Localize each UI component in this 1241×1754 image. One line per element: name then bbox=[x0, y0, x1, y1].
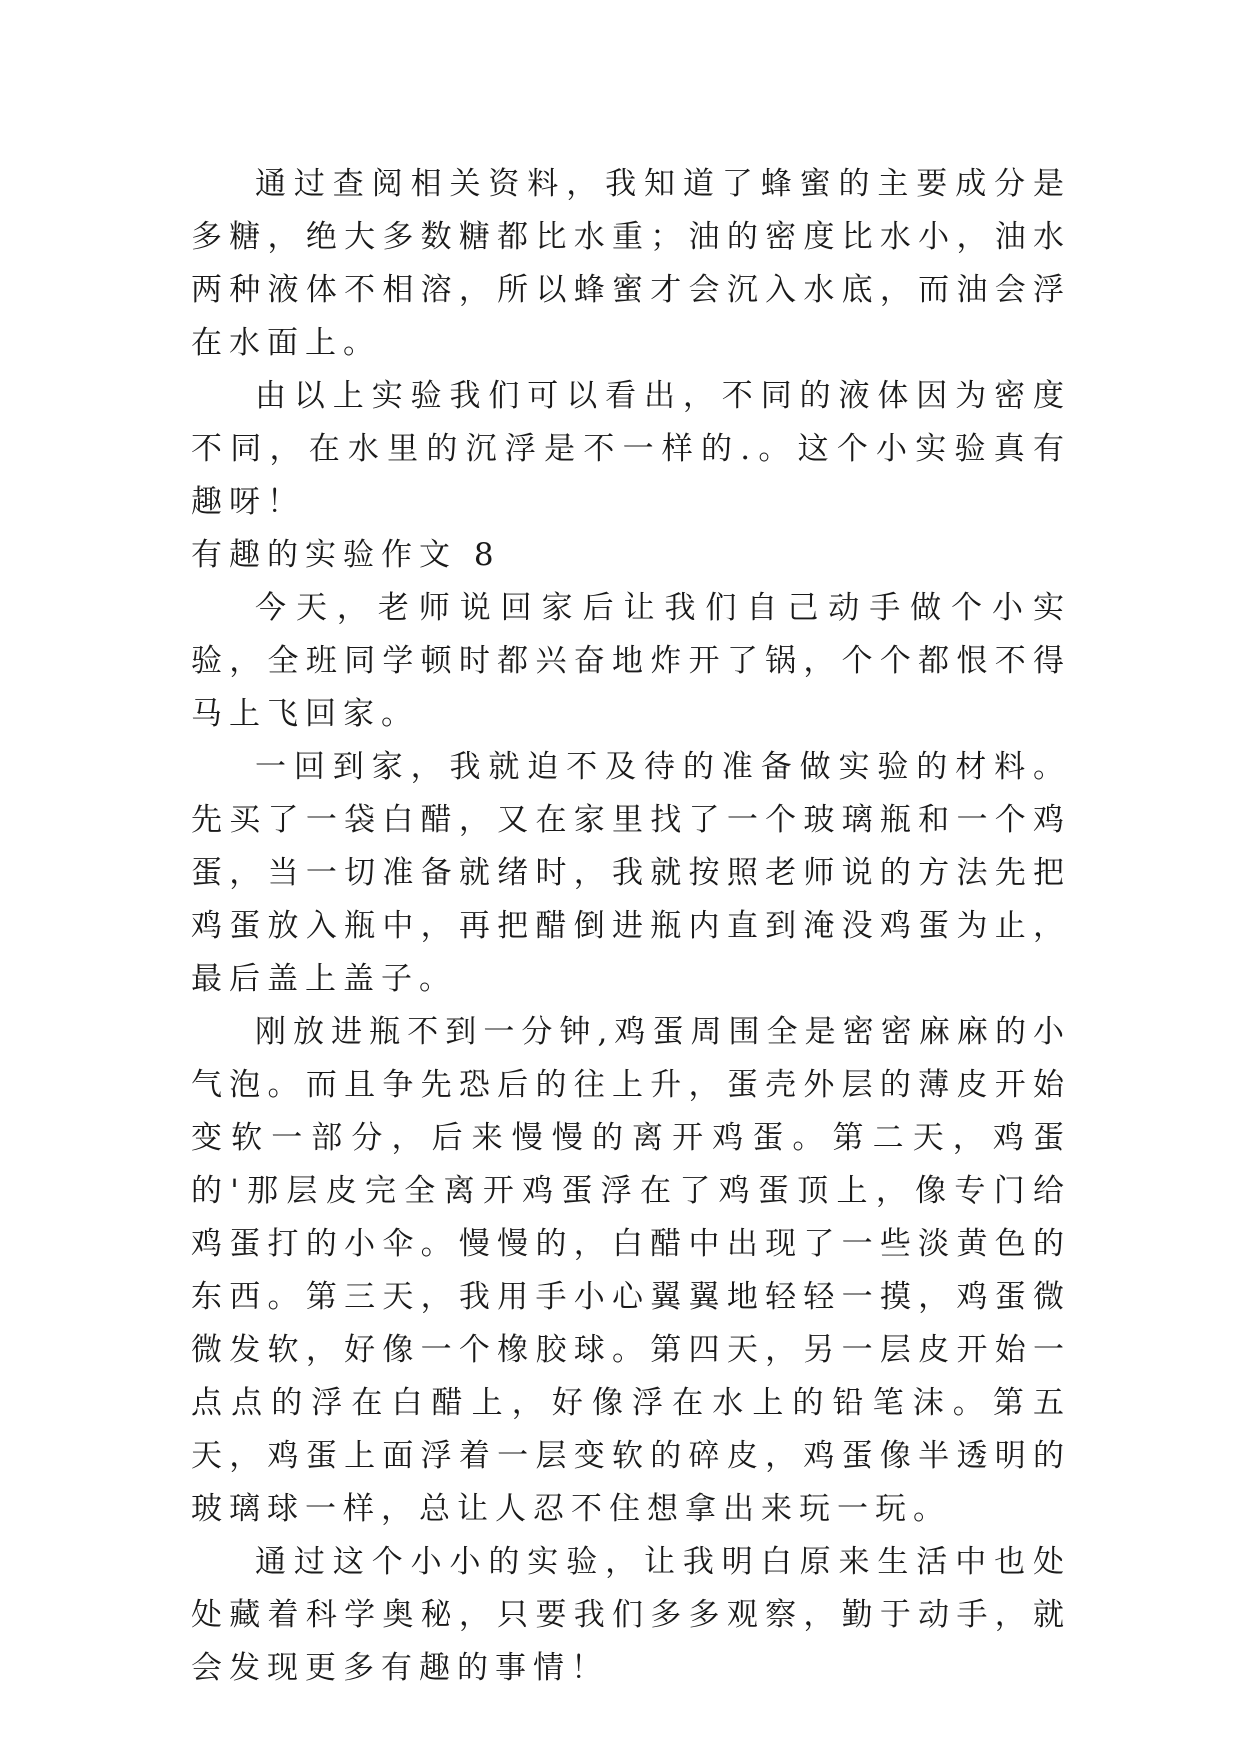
paragraph: 由以上实验我们可以看出，不同的液体因为密度不同，在水里的沉浮是不一样的.。这个小实验真有趣呀！ bbox=[191, 378, 1071, 520]
paragraph: 刚放进瓶不到一分钟,鸡蛋周围全是密密麻麻的小气泡。而且争先恐后的往上升，蛋壳外层的薄皮开始变软一部分，后来慢慢的离开鸡蛋。第二天，鸡蛋的'那层皮完全离开鸡蛋浮在了鸡蛋顶上，像专门给鸡蛋打的小伞。慢慢的，白醋中出现了一些淡黄色的东西。第三天，我用手小心翼翼地轻轻一摸，鸡蛋微微发软，好像一个橡胶球。第四天，另一层皮开始一点点的浮在白醋上，好像浮在水上的铅笔沫。第五天，鸡蛋上面浮着一层变软的碎皮，鸡蛋像半透明的玻璃球一样，总让人忍不住想拿出来玩一玩。 bbox=[191, 1014, 1071, 1527]
paragraph: 通过这个小小的实验，让我明白原来生活中也处处藏着科学奥秘，只要我们多多观察，勤于动手，就会发现更多有趣的事情！ bbox=[191, 1544, 1071, 1686]
paragraph: 今天，老师说回家后让我们自己动手做个小实验，全班同学顿时都兴奋地炸开了锅，个个都恨不得马上飞回家。 bbox=[191, 590, 1071, 732]
paragraph: 一回到家，我就迫不及待的准备做实验的材料。先买了一袋白醋，又在家里找了一个玻璃瓶和一个鸡蛋，当一切准备就绪时，我就按照老师说的方法先把鸡蛋放入瓶中，再把醋倒进瓶内直到淹没鸡蛋为止，最后盖上盖子。 bbox=[191, 749, 1071, 997]
document-body bbox=[191, 158, 1071, 1695]
section-title: 有趣的实验作文 8 bbox=[191, 537, 501, 573]
paragraph: 通过查阅相关资料，我知道了蜂蜜的主要成分是多糖，绝大多数糖都比水重；油的密度比水小，油水两种液体不相溶，所以蜂蜜才会沉入水底，而油会浮在水面上。 bbox=[191, 166, 1071, 361]
